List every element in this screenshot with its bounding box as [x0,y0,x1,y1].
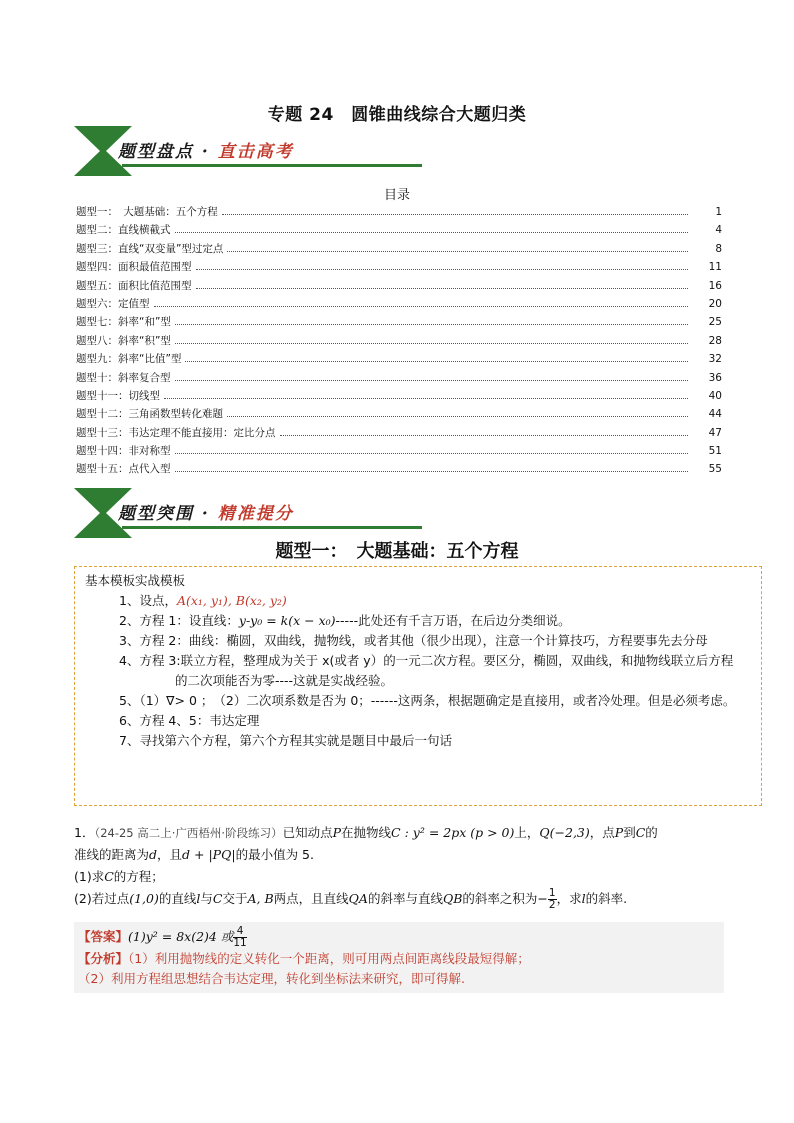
template-step-7: 7、寻找第六个方程，第六个方程其实就是题目中最后一句话 [119,733,452,748]
toc-item-label: 题型六：定值型 [76,297,150,310]
toc-item-label: 题型十一：切线型 [76,389,160,402]
toc-item[interactable] [76,221,722,239]
fraction: $\frac{1}{2}$ [548,887,556,911]
table-of-contents [76,203,722,479]
toc-item[interactable] [76,295,722,313]
banner-separator: · [201,142,210,162]
toc-item-page: 36 [708,371,722,384]
toc-leader-dots [175,460,689,472]
toc-leader-dots [164,387,688,399]
toc-item-label: 题型一： 大题基础：五个方程 [76,206,218,218]
toc-heading: 目录 [383,188,410,203]
banner-text-b: 精准提分 [217,504,294,524]
banner-underline [122,526,422,529]
section-banner-practice [74,488,394,538]
toc-leader-dots [196,277,689,289]
toc-leader-dots [185,350,688,362]
banner-underline [122,164,422,167]
toc-item-page: 47 [708,426,722,439]
toc-item-label: 题型七：斜率“和”型 [76,316,171,329]
toc-item-label: 题型十：斜率复合型 [76,371,171,384]
template-step-1: 1、设点，A(x₁, y₁), B(x₂, y₂) [119,593,287,608]
toc-item[interactable] [76,240,722,258]
toc-item-page: 44 [708,408,722,421]
question-part-1: (1)求C的方程； [74,869,164,884]
question-1 [74,822,734,911]
template-step-3: 3、方程 2：曲线：椭圆，双曲线，抛物线，或者其他（很少出现），注意一个计算技巧，方程要事先去分母 [119,633,708,648]
toc-item-label: 题型三：直线“双变量”型过定点 [76,242,224,255]
toc-item-page: 32 [708,353,722,366]
toc-item-page: 4 [715,224,722,237]
template-step-6: 6、方程 4、5：韦达定理 [119,713,260,728]
template-box [74,566,762,806]
toc-item-page: 25 [708,316,722,329]
toc-leader-dots [196,258,689,270]
toc-item-label: 题型十五：点代入型 [76,463,171,476]
toc-item-label: 题型五：面积比值范围型 [76,279,192,292]
toc-leader-dots [227,240,688,252]
toc-item-page: 8 [715,242,722,255]
toc-item-label: 题型十二：三角函数型转化难题 [76,408,223,421]
question-line-2: 准线的距离为d，且d + |PQ|的最小值为 5. [74,847,314,862]
toc-item-label: 题型十三：韦达定理不能直接用：定比分点 [76,426,276,439]
section-title: 题型一： 大题基础：五个方程 [275,541,519,562]
toc-item-page: 11 [708,261,722,274]
fraction: $\frac{4}{11}$ [233,925,247,949]
banner-text-b: 直击高考 [217,142,294,162]
toc-item-page: 1 [715,206,722,218]
toc-leader-dots [154,295,689,307]
toc-item-label: 题型九：斜率“比值”型 [76,353,182,366]
toc-item-label: 题型二：直线横截式 [76,224,171,237]
toc-item[interactable] [76,332,722,350]
toc-item[interactable] [76,203,722,221]
section-banner-overview [74,126,394,176]
banner-text-a: 题型盘点 [118,142,194,162]
template-step-4: 4、方程 3:联立方程，整理成为关于 x(或者 y）的一元二次方程。要区分，椭圆，双曲线，和抛物线联立后方程 [119,653,734,668]
toc-item[interactable] [76,424,722,442]
toc-leader-dots [175,369,689,381]
toc-item[interactable] [76,460,722,478]
answer-block [74,922,724,993]
toc-item[interactable] [76,277,722,295]
template-step-5: 5、（1）∇> 0 ； （2）二次项系数是否为 0；------这两条，根据题确定是直接用，或者冷处理。但是必须考虑。 [119,693,736,708]
toc-item[interactable] [76,387,722,405]
toc-item-label: 题型四：面积最值范围型 [76,261,192,274]
toc-item[interactable] [76,350,722,368]
toc-item-page: 55 [708,463,722,476]
template-step-4b: 的二次项能否为零----这就是实战经验。 [175,673,394,688]
analysis-line-2: （2）利用方程组思想结合韦达定理，转化到坐标法来研究，即可得解. [78,971,465,986]
toc-leader-dots [280,424,689,436]
page-title: 专题 24 圆锥曲线综合大题归类 [267,105,527,125]
banner-separator: · [201,504,210,524]
analysis-line-1: 【分析】（1）利用抛物线的定义转化一个距离，则可用两点间距离线段最短得解； [78,951,530,966]
banner-text-a: 题型突围 [118,504,194,524]
toc-leader-dots [175,332,688,344]
toc-item[interactable] [76,442,722,460]
toc-item-page: 20 [708,297,722,310]
toc-item-label: 题型八：斜率“积”型 [76,334,171,347]
toc-item[interactable] [76,405,722,423]
toc-item-page: 40 [708,389,722,402]
question-part-2: (2)若过点(1,0)的直线l与C交于A, B两点，且直线QA的斜率与直线QB的斜率之积为− $\frac{1}{2}$ ，求l的斜率. [74,887,628,911]
question-line-1: 1．（24-25 高二上·广西梧州·阶段练习）已知动点P在抛物线C : y² = 2px (p > 0)上，Q(−2,3)，点P到C的 [74,825,658,840]
toc-item[interactable] [76,258,722,276]
toc-item-page: 16 [708,279,722,292]
toc-item[interactable] [76,369,722,387]
toc-leader-dots [222,203,688,215]
toc-leader-dots [227,405,688,417]
answer-line: 【答案】(1)y² = 8x(2)4 或 $\frac{4}{11}$ [78,925,247,949]
toc-leader-dots [175,442,689,454]
toc-leader-dots [175,221,689,233]
template-heading: 基本模板实战模板 [85,573,186,588]
toc-item-page: 51 [708,445,722,458]
toc-item-page: 28 [708,334,722,347]
template-step-2: 2、方程 1：设直线：y-y₀ = k(x − x₀)-----此处还有千言万语，在后边分类细说。 [119,613,571,628]
toc-item-label: 题型十四：非对称型 [76,445,171,458]
toc-item[interactable] [76,313,722,331]
toc-leader-dots [175,313,688,325]
